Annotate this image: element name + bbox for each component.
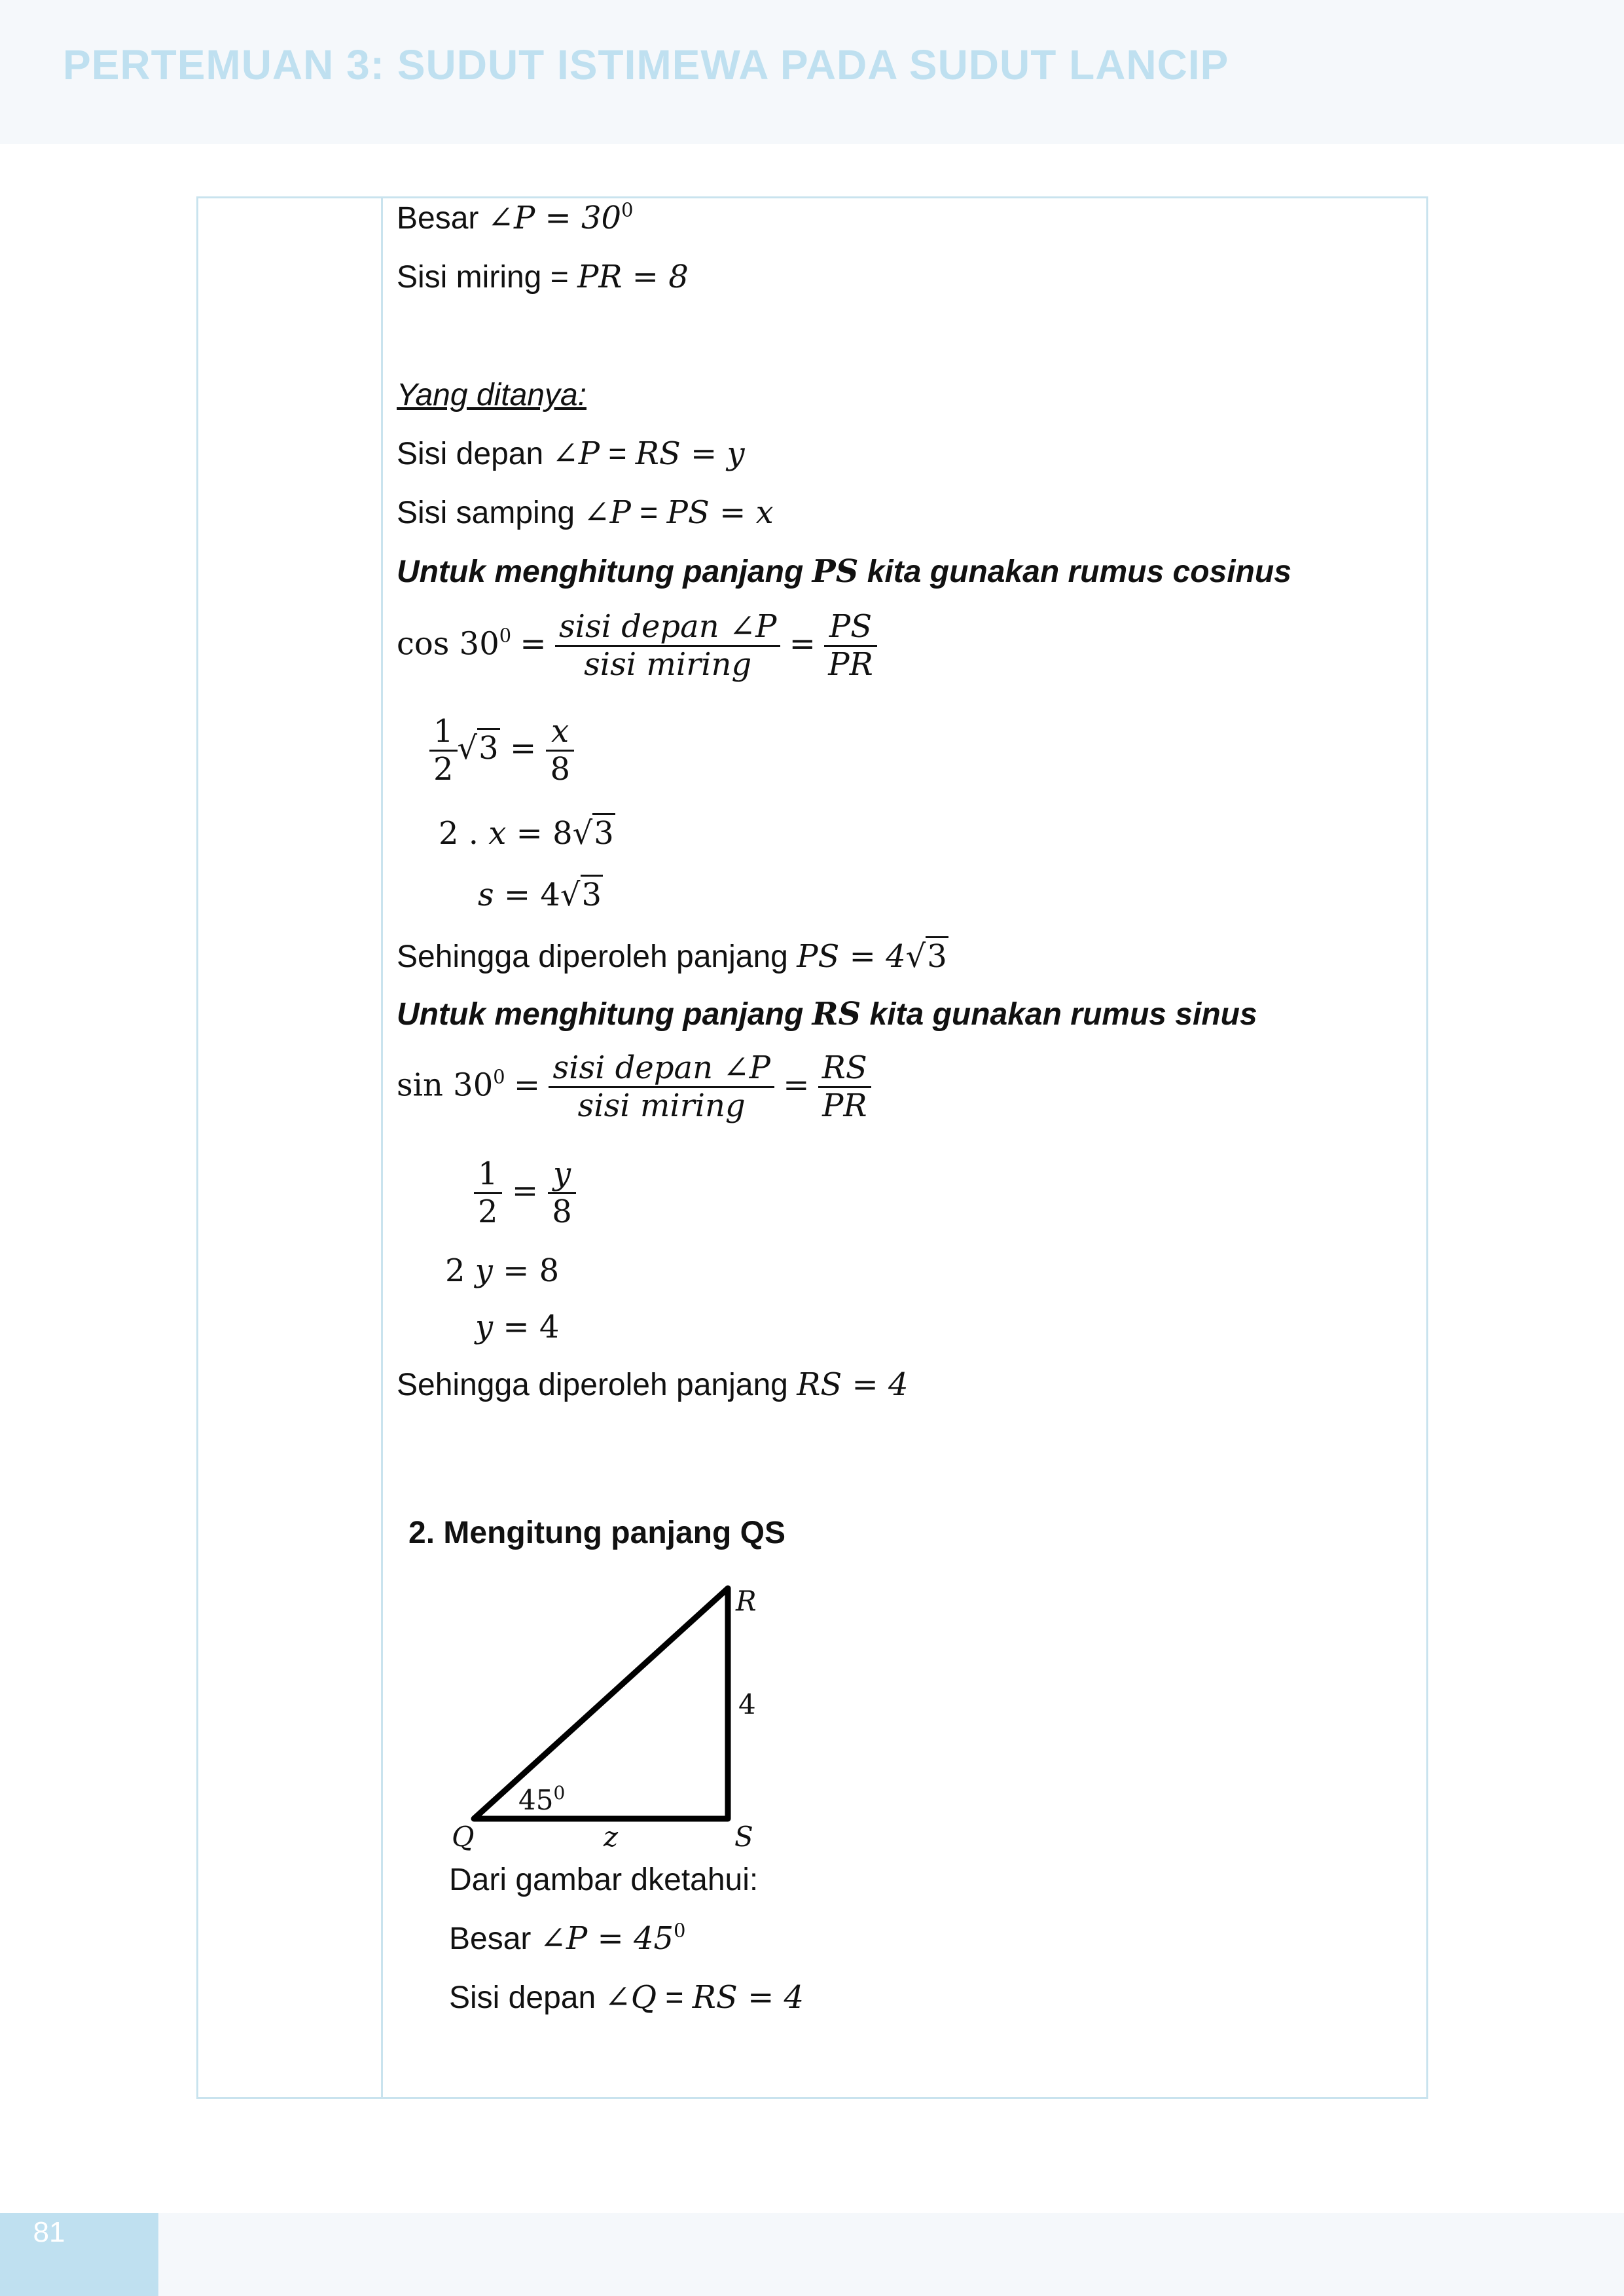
math-expr: RS = y bbox=[635, 435, 745, 472]
known-heading: Dari gambar dketahui: bbox=[449, 1863, 759, 1897]
sqrt: √3 bbox=[458, 731, 500, 767]
denominator: 8 bbox=[552, 1194, 572, 1231]
text: Sisi samping bbox=[397, 496, 584, 530]
section-heading-2: 2. Mengitung panjang QS bbox=[408, 1516, 785, 1550]
math-expr: ∠P = 30 bbox=[487, 200, 622, 236]
radicand: 3 bbox=[477, 728, 500, 767]
numerator: PS bbox=[824, 609, 876, 647]
vertex-label-r: R bbox=[736, 1585, 757, 1617]
text: = 4 bbox=[494, 877, 560, 913]
fraction bbox=[474, 1156, 502, 1230]
sine-step-2 bbox=[445, 1253, 559, 1289]
numerator: x bbox=[546, 714, 574, 752]
text: Untuk menghitung panjang bbox=[397, 555, 812, 589]
math-lhs: sin 30 bbox=[397, 1066, 494, 1104]
numerator: 1 bbox=[474, 1156, 502, 1194]
adjacent-side-line bbox=[397, 495, 774, 531]
text: 2 . bbox=[439, 815, 489, 852]
text: Sisi miring = bbox=[397, 260, 578, 295]
given-angle-line bbox=[397, 200, 633, 236]
numerator: sisi depan ∠P bbox=[555, 609, 780, 647]
text: 2 bbox=[445, 1252, 475, 1289]
sine-step-3 bbox=[475, 1309, 559, 1345]
vertex-label-q: Q bbox=[452, 1821, 475, 1853]
text: Besar bbox=[449, 1922, 540, 1956]
math-var: x bbox=[488, 815, 507, 852]
angle-label bbox=[518, 1782, 565, 1816]
text: Sehingga diperoleh panjang bbox=[397, 939, 797, 974]
frame-divider bbox=[381, 196, 383, 2099]
side-label-4: 4 bbox=[738, 1688, 756, 1721]
math-expr: RS = 4 bbox=[797, 1366, 909, 1403]
equals: = bbox=[513, 1066, 541, 1104]
math-var: s bbox=[478, 877, 494, 913]
text: = bbox=[600, 437, 636, 471]
degree: 0 bbox=[621, 198, 634, 221]
asked-heading: Yang ditanya: bbox=[397, 378, 586, 412]
side-label-z: z bbox=[604, 1821, 619, 1853]
text: = 4 bbox=[493, 1309, 560, 1345]
cosine-step-2 bbox=[439, 816, 615, 852]
numerator: 1 bbox=[429, 714, 458, 752]
triangle-qrs bbox=[474, 1588, 728, 1819]
fraction bbox=[429, 714, 458, 788]
equals: = bbox=[789, 625, 816, 663]
text: = bbox=[657, 1980, 693, 2015]
text: = 8 bbox=[506, 815, 573, 852]
triangle-figure bbox=[439, 1571, 805, 1859]
math-expr: PR = 8 bbox=[577, 259, 689, 295]
radicand: 3 bbox=[581, 875, 604, 913]
math-var: y bbox=[475, 1252, 493, 1289]
sqrt: √3 bbox=[560, 877, 603, 913]
fraction bbox=[818, 1050, 871, 1124]
math-angle: ∠Q bbox=[604, 1979, 657, 2016]
math-var: y bbox=[475, 1309, 494, 1345]
sine-heading bbox=[397, 996, 1257, 1032]
vertex-label-s: S bbox=[734, 1821, 753, 1853]
text: Sisi depan bbox=[449, 1980, 605, 2015]
sqrt: √3 bbox=[573, 816, 615, 852]
known-angle-line bbox=[449, 1921, 685, 1957]
denominator: 2 bbox=[433, 751, 454, 788]
sine-formula bbox=[397, 1050, 871, 1124]
text: kita gunakan rumus sinus bbox=[861, 997, 1257, 1032]
angle-value: 45 bbox=[518, 1784, 554, 1816]
numerator: RS bbox=[818, 1050, 871, 1088]
denominator: 8 bbox=[550, 751, 570, 788]
denominator: PR bbox=[828, 646, 873, 683]
numerator: sisi depan ∠P bbox=[549, 1050, 774, 1088]
sine-step-1 bbox=[474, 1156, 576, 1230]
degree: 0 bbox=[553, 1782, 566, 1804]
text: Besar bbox=[397, 201, 488, 236]
fraction bbox=[555, 609, 780, 683]
sqrt: √3 bbox=[906, 939, 948, 975]
text: = bbox=[630, 496, 667, 530]
cosine-step-1 bbox=[429, 714, 574, 788]
page-title: PERTEMUAN 3: SUDUT ISTIMEWA PADA SUDUT LANCIP bbox=[63, 41, 1229, 88]
cosine-heading bbox=[397, 554, 1291, 590]
math-angle: ∠P bbox=[552, 435, 600, 472]
math-expr: PS = 4 bbox=[797, 938, 906, 975]
equals: = bbox=[783, 1066, 810, 1104]
numerator: y bbox=[548, 1156, 576, 1194]
math-expr: ∠P = 45 bbox=[539, 1920, 674, 1957]
fraction bbox=[549, 1050, 774, 1124]
denominator: 2 bbox=[478, 1194, 498, 1231]
math-expr: RS = 4 bbox=[692, 1979, 804, 2016]
equals: = bbox=[509, 730, 537, 767]
denominator: sisi miring bbox=[584, 646, 752, 683]
denominator: PR bbox=[822, 1087, 867, 1125]
cosine-formula bbox=[397, 609, 877, 683]
math-angle: ∠P bbox=[583, 494, 631, 531]
text: Sehingga diperoleh panjang bbox=[397, 1368, 797, 1402]
degree: 0 bbox=[499, 624, 512, 647]
page-number: 81 bbox=[33, 2216, 65, 2248]
fraction bbox=[548, 1156, 576, 1230]
math-expr: PS = x bbox=[666, 494, 774, 531]
math-var: RS bbox=[812, 996, 861, 1032]
known-opposite-line bbox=[449, 1980, 804, 2016]
equals: = bbox=[520, 625, 547, 663]
fraction bbox=[546, 714, 574, 788]
radicand: 3 bbox=[592, 813, 615, 852]
degree: 0 bbox=[493, 1065, 505, 1088]
result-ps bbox=[397, 939, 948, 975]
hypotenuse-line bbox=[397, 259, 689, 295]
fraction bbox=[824, 609, 876, 683]
result-rs bbox=[397, 1367, 908, 1403]
text: Sisi depan bbox=[397, 437, 552, 471]
text: = 8 bbox=[492, 1252, 560, 1289]
text: kita gunakan rumus cosinus bbox=[858, 555, 1291, 589]
footer-band bbox=[0, 2213, 1624, 2296]
math-var: PS bbox=[812, 553, 859, 590]
math-lhs: cos 30 bbox=[397, 625, 499, 663]
equals: = bbox=[511, 1173, 539, 1210]
text: Untuk menghitung panjang bbox=[397, 997, 812, 1032]
degree: 0 bbox=[674, 1919, 686, 1942]
radicand: 3 bbox=[926, 936, 948, 975]
cosine-step-3 bbox=[478, 877, 603, 913]
denominator: sisi miring bbox=[577, 1087, 746, 1125]
opposite-side-line bbox=[397, 436, 745, 472]
